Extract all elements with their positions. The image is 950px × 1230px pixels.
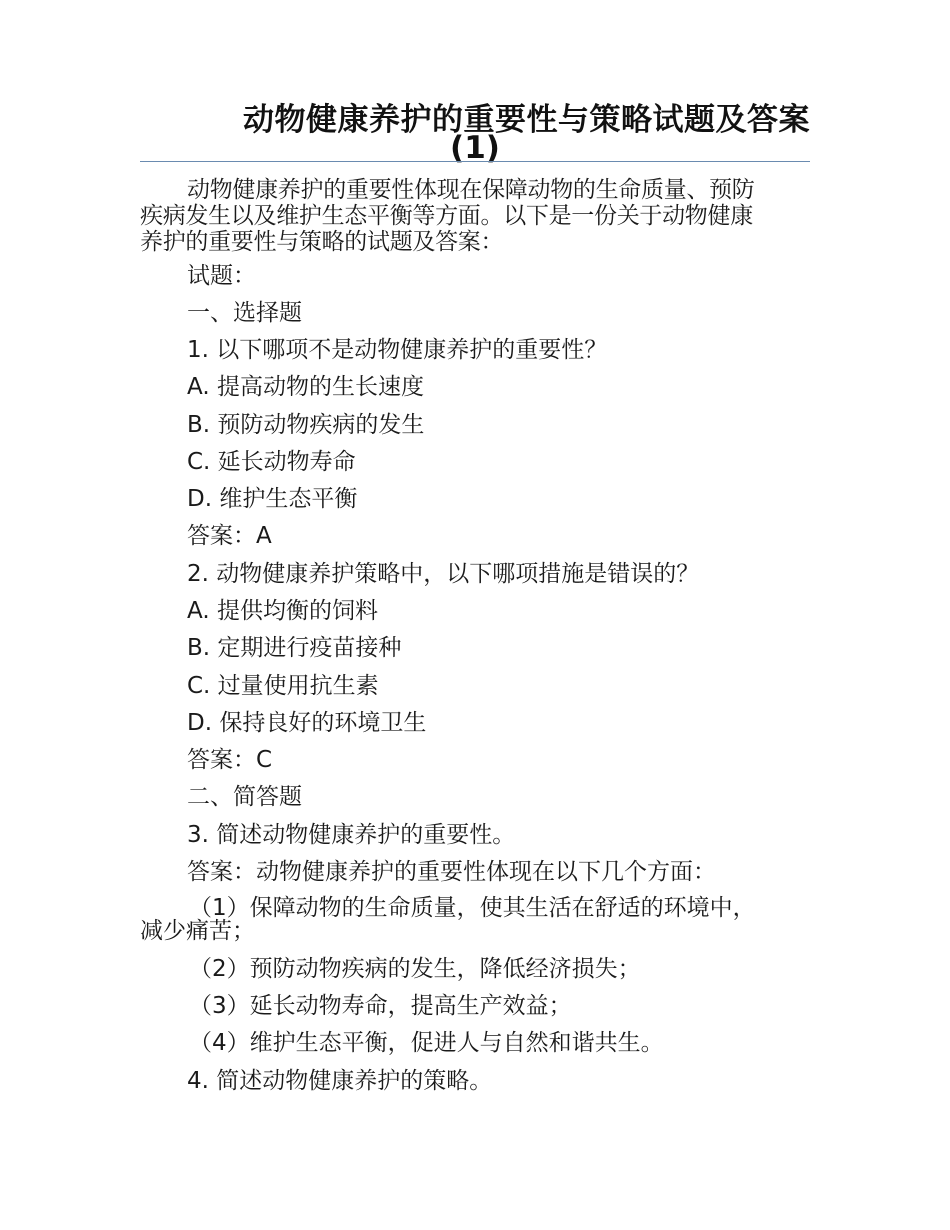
question-1: 1. 以下哪项不是动物健康养护的重要性？ [187,337,608,363]
q3-point-3: （3）延长动物寿命，提高生产效益； [189,993,572,1019]
q3-point-1-continued: 减少痛苦； [140,918,255,944]
q2-option-d: D. 保持良好的环境卫生 [187,710,427,736]
q3-point-1: （1）保障动物的生命质量，使其生活在舒适的环境中， [189,895,756,921]
q1-answer: 答案：A [187,523,272,549]
intro-line: 养护的重要性与策略的试题及答案： [140,229,504,255]
q1-option-d: D. 维护生态平衡 [187,486,358,512]
q3-answer-intro: 答案：动物健康养护的重要性体现在以下几个方面： [187,859,716,885]
q2-answer: 答案：C [187,747,273,773]
title-divider [140,161,810,162]
q2-option-c: C. 过量使用抗生素 [187,673,379,699]
intro-paragraph [140,177,810,255]
document-title: 动物健康养护的重要性与策略试题及答案 [243,102,810,138]
question-4: 4. 简述动物健康养护的策略。 [187,1068,493,1094]
q1-option-a: A. 提高动物的生长速度 [187,374,424,400]
q1-option-c: C. 延长动物寿命 [187,449,356,475]
q3-point-2: （2）预防动物疾病的发生，降低经济损失； [189,956,641,982]
section-label: 试题： [187,263,256,289]
intro-line: 动物健康养护的重要性体现在保障动物的生命质量、预防 [187,177,755,203]
q2-option-b: B. 定期进行疫苗接种 [187,635,402,661]
part2-heading: 二、简答题 [187,784,302,810]
q2-option-a: A. 提供均衡的饲料 [187,598,378,624]
q3-point-4: （4）维护生态平衡，促进人与自然和谐共生。 [189,1030,664,1056]
question-2: 2. 动物健康养护策略中，以下哪项措施是错误的？ [187,561,700,587]
question-3: 3. 简述动物健康养护的重要性。 [187,822,516,848]
q1-option-b: B. 预防动物疾病的发生 [187,412,425,438]
part1-heading: 一、选择题 [187,300,302,326]
intro-line: 疾病发生以及维护生态平衡等方面。以下是一份关于动物健康 [140,203,753,229]
document-title-suffix: (1) [450,130,500,166]
